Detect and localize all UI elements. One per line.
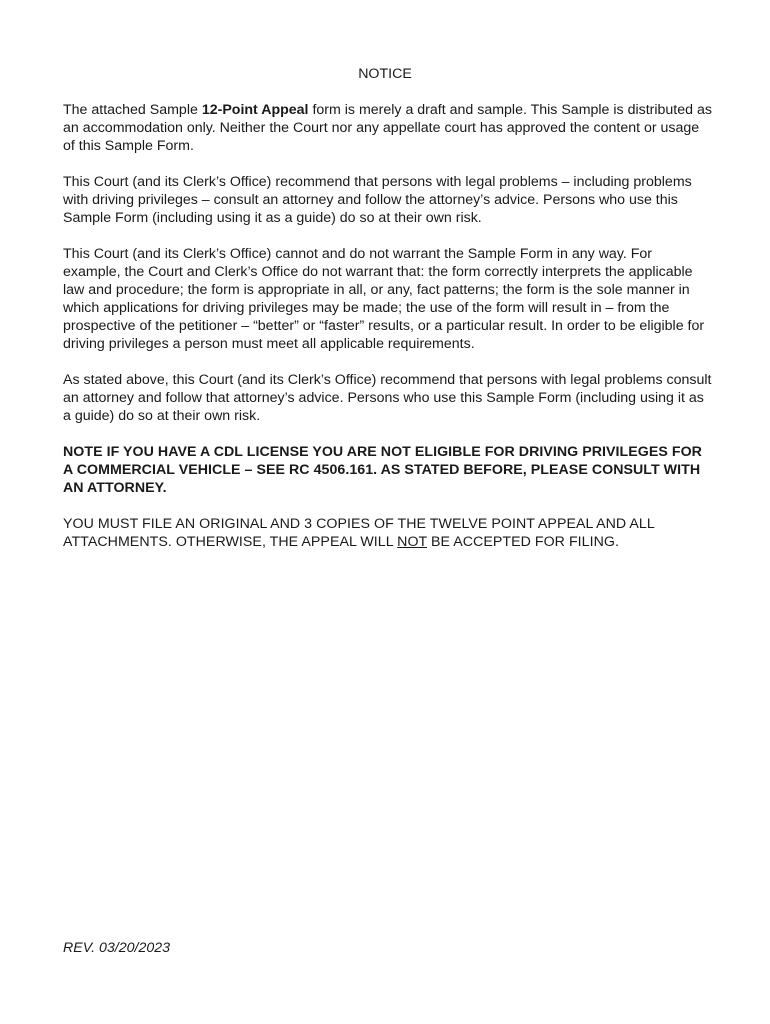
notice-title: NOTICE — [358, 66, 412, 82]
underlined-not: NOT — [397, 534, 427, 550]
form-name-emphasis: 12-Point Appeal — [201, 102, 309, 118]
paragraph-sample-disclaimer — [63, 101, 713, 155]
paragraph-text: YOU MUST FILE AN ORIGINAL AND 3 COPIES OF THE TWELVE POINT APPEAL AND ALL ATTACHMENTS. OTHERWISE, THE APPEAL WILL — [63, 516, 655, 550]
paragraph-text: The attached Sample — [63, 102, 202, 118]
paragraph-no-warranty: This Court (and its Clerk’s Office) cannot and do not warrant the Sample Form in any way. For example, the Court and Clerk’s Office do not warrant that: the form correctly interprets the applicable law and procedure; the form is appropriate in all, or any, fact patterns; the form is the sole manner in which applications for driving privileges may be made; the use of the form will result in – from the prospective of the petitioner – “better” or “faster” results, or a particular result. In order to be eligible for driving privileges a person must meet all applicable requirements. — [63, 246, 705, 352]
notice-body — [63, 101, 713, 569]
revision-date: REV. 03/20/2023 — [63, 940, 171, 956]
paragraph-text: form is merely a draft and sample. This Sample is distributed as an accommodation only. Neither the Court nor any appellate court has approved the content or usage of this Sample Form. — [63, 102, 712, 154]
paragraph-cdl-note: NOTE IF YOU HAVE A CDL LICENSE YOU ARE NOT ELIGIBLE FOR DRIVING PRIVILEGES FOR A COMMERCIAL VEHICLE – SEE RC 4506.161. AS STATED BEFORE, PLEASE CONSULT WITH AN ATTORNEY. — [63, 444, 702, 496]
paragraph-consult-attorney: This Court (and its Clerk’s Office) recommend that persons with legal problems – including problems with driving privileges – consult an attorney and follow the attorney’s advice. Persons who use this Sample Form (including using it as a guide) do so at their own risk. — [63, 174, 692, 226]
paragraph-text: BE ACCEPTED FOR FILING. — [427, 534, 619, 550]
paragraph-filing-requirement — [63, 515, 713, 551]
paragraph-restated-advice: As stated above, this Court (and its Clerk’s Office) recommend that persons with legal problems consult an attorney and follow that attorney’s advice. Persons who use this Sample Form (including using it as a guide) do so at their own risk. — [63, 372, 712, 424]
